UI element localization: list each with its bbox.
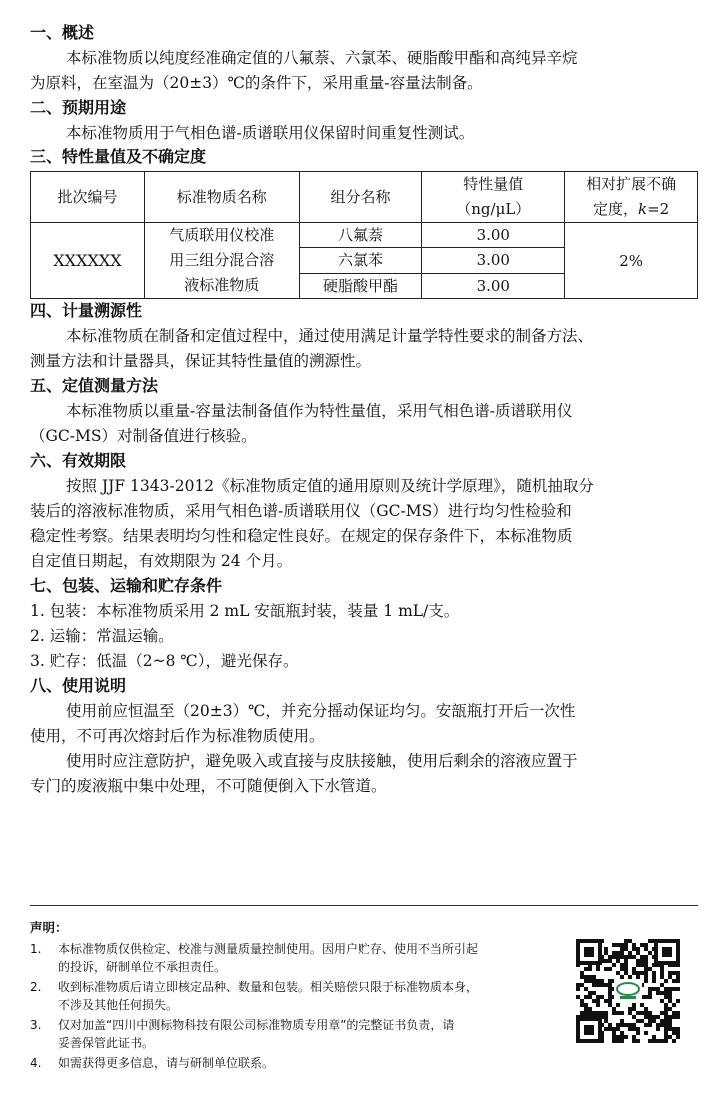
header-value-line-2: （ng/μL） — [456, 200, 531, 218]
decl-3-line-1: 仅对加盖“四川中测标物科技有限公司标准物质专用章”的完整证书负责，请 — [58, 1018, 455, 1032]
header-uncertainty — [565, 172, 698, 223]
decl-2-line-1: 收到标准物质后请立即核定品种、数量和包装。相关赔偿只限于标准物质本身， — [58, 980, 479, 994]
name-cell — [144, 223, 299, 299]
name-line-1: 气质联用仪校准 — [169, 226, 275, 244]
header-component: 组分名称 — [299, 172, 422, 223]
section-4-line-1: 本标准物质在制备和定值过程中，通过使用满足计量学特性要求的制备方法、 — [66, 327, 594, 345]
header-unc-line-1: 相对扩展不确 — [586, 175, 677, 193]
section-6-line-1: 按照 JJF 1343-2012《标准物质定值的通用原则及统计学原理》，随机抽取分 — [66, 477, 594, 495]
section-5-title: 五、定值测量方法 — [30, 376, 159, 395]
section-6-line-4: 自定值日期起，有效期限为 24 个月。 — [30, 552, 293, 570]
declaration-title: 声明： — [30, 920, 68, 935]
component-cell-3: 硬脂酸甲酯 — [299, 273, 422, 298]
header-unc-b: =2 — [647, 200, 670, 218]
section-8-title: 八、使用说明 — [30, 676, 127, 695]
decl-2-line-2: 不涉及其他任何损失。 — [58, 998, 179, 1012]
header-name: 标准物质名称 — [144, 172, 299, 223]
section-1-title: 一、概述 — [30, 23, 95, 42]
decl-2-num: 2. — [30, 980, 42, 994]
section-8-line-2: 使用，不可再次熔封后作为标准物质使用。 — [30, 727, 325, 745]
section-7-title: 七、包装、运输和贮存条件 — [30, 576, 223, 595]
section-4-line-2: 测量方法和计量器具，保证其特性量值的溯源性。 — [30, 352, 372, 370]
component-cell-2: 六氯苯 — [299, 248, 422, 273]
section-1-line-1: 本标准物质以纯度经准确定值的八氟萘、六氯苯、硬脂酸甲酯和高纯异辛烷 — [66, 49, 578, 67]
header-unc-k: k — [637, 200, 648, 218]
section-8-line-3: 使用时应注意防护，避免吸入或直接与皮肤接触，使用后剩余的溶液应置于 — [66, 752, 578, 770]
section-5-line-2: （GC-MS）对制备值进行核验。 — [30, 427, 257, 445]
value-cell-2: 3.00 — [422, 248, 565, 273]
value-cell-3: 3.00 — [422, 273, 565, 298]
spec-table — [30, 171, 698, 299]
batch-cell: XXXXXX — [31, 223, 145, 299]
section-6-title: 六、有效期限 — [30, 451, 127, 470]
section-7-line-2: 2. 运输：常温运输。 — [30, 627, 174, 645]
uncertainty-cell: 2% — [565, 223, 698, 299]
decl-4-num: 4. — [30, 1056, 42, 1070]
decl-3-num: 3. — [30, 1018, 42, 1032]
section-6-line-3: 稳定性考察。结果表明均匀性和稳定性良好。在规定的保存条件下，本标准物质 — [30, 527, 573, 545]
component-cell-1: 八氟萘 — [299, 223, 422, 248]
section-8-line-4: 专门的废液瓶中集中处理，不可随便倒入下水管道。 — [30, 777, 387, 795]
decl-1-line-1: 本标准物质仅供检定、校准与测量质量控制使用。因用户贮存、使用不当所引起 — [58, 942, 479, 956]
section-4-title: 四、计量溯源性 — [30, 301, 143, 320]
section-7-line-1: 1. 包装：本标准物质采用 2 mL 安瓿瓶封装，装量 1 mL/支。 — [30, 602, 460, 620]
header-value-line-1: 特性量值 — [463, 175, 524, 193]
section-2-title: 二、预期用途 — [30, 98, 127, 117]
section-2-line-1: 本标准物质用于气相色谱-质谱联用仪保留时间重复性测试。 — [66, 124, 475, 142]
footer-divider — [30, 905, 698, 906]
header-value — [422, 172, 565, 223]
qr-code-icon — [572, 935, 684, 1047]
name-line-3: 液标准物质 — [184, 276, 260, 294]
decl-1-line-2: 的投诉，研制单位不承担责任。 — [58, 960, 227, 974]
decl-4-line-1: 如需获得更多信息，请与研制单位联系。 — [58, 1056, 275, 1070]
section-6-line-2: 装后的溶液标准物质，采用气相色谱-质谱联用仪（GC-MS）进行均匀性检验和 — [30, 502, 572, 520]
header-unc-a: 定度， — [592, 200, 638, 218]
section-7-line-3: 3. 贮存：低温（2~8 ℃），避光保存。 — [30, 652, 299, 670]
decl-3-line-2: 妥善保管此证书。 — [58, 1036, 155, 1050]
section-1-line-2: 为原料，在室温为（20±3）℃的条件下，采用重量-容量法制备。 — [30, 74, 483, 92]
header-unc-line-2 — [565, 197, 697, 222]
decl-1-num: 1. — [30, 942, 42, 956]
header-batch: 批次编号 — [31, 172, 145, 223]
section-5-line-1: 本标准物质以重量-容量法制备值作为特性量值，采用气相色谱-质谱联用仪 — [66, 402, 573, 420]
section-3-title: 三、特性量值及不确定度 — [30, 147, 207, 166]
value-cell-1: 3.00 — [422, 223, 565, 248]
section-8-line-1: 使用前应恒温至（20±3）℃，并充分摇动保证均匀。安瓿瓶打开后一次性 — [66, 702, 576, 720]
name-line-2: 用三组分混合溶 — [169, 251, 275, 269]
